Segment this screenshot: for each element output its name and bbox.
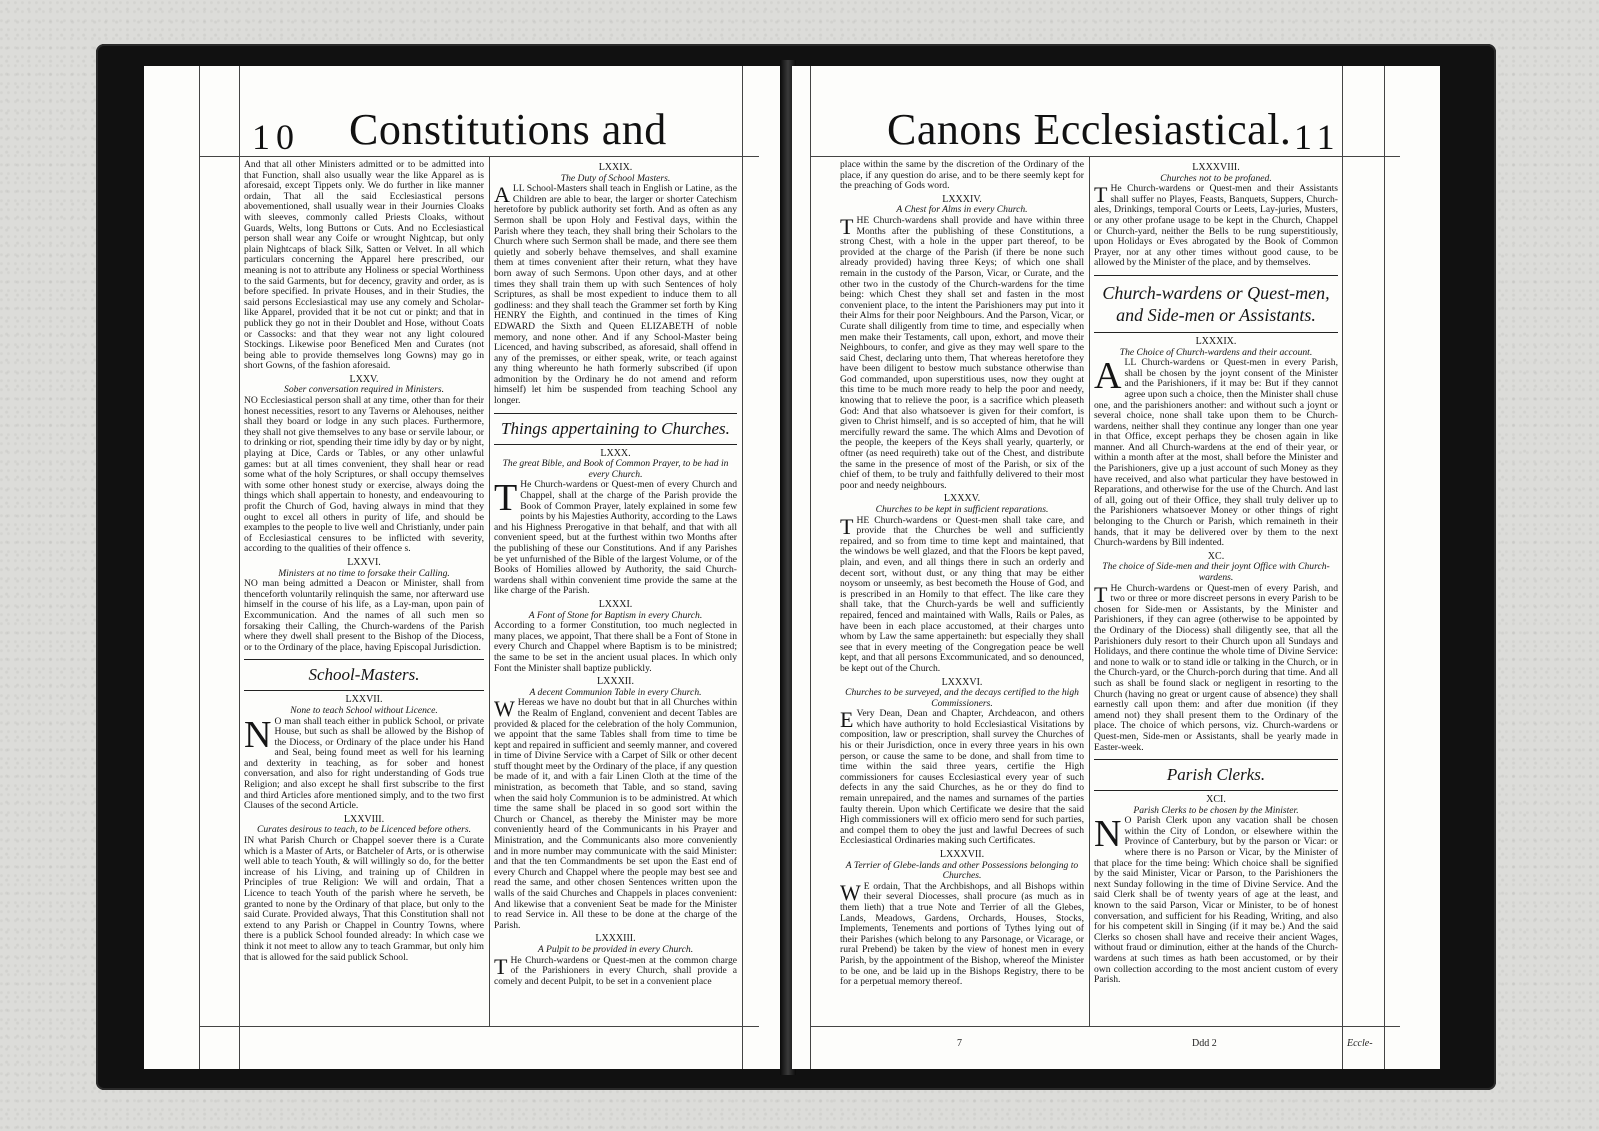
signature-mark: 7 <box>957 1038 962 1049</box>
canon-number: LXXVI. <box>347 556 381 568</box>
canon-text <box>1094 581 1338 754</box>
left-page <box>144 66 784 1069</box>
canon-number: LXXVIII. <box>343 813 385 825</box>
canon-title: The great Bible, and Book of Common Prayer, to be had in every Church. <box>502 458 729 480</box>
drop-capital: T <box>840 513 854 539</box>
drop-capital: W <box>494 696 515 722</box>
running-head: Canons Ecclesiastical. <box>887 105 1292 154</box>
column-divider <box>489 156 490 1026</box>
drop-capital: N <box>1094 813 1122 856</box>
canon-text-body: O Parish Clerk upon any vacation shall be chosen within the City of London, or elsewhere within the Province of Canterbury, but by the parson or Vicar: or where there is no Parson or Vicar, by the Minister of that place for the time being: Which choice shall be signified by the said Minister, Vicar or Parson, to the Parishioners the next Sunday following in the time of Divine Service. And the said Clerk shall be of twenty years of age at the least, and known to the said Parson, Vicar or Minister, to be of honest conversation, and sufficient for his Reading, Writing, and also for his competent skill in Singing (if it may be.) And the said Clerks so chosen shall have and receive their ancient Wages, without fraud or diminution, either at the hands of the Church-wardens at such times as hath been accustomed, or by their own collection according to the most ancient custom of every Parish. <box>1094 815 1338 986</box>
page-number: 10 <box>252 117 300 157</box>
canon-title: A decent Communion Table in every Church. <box>529 686 702 698</box>
paragraph: And that all other Ministers admitted or to be admitted into that Function, shall also usually wear the like Apparel as is aforesaid, except Tippets only. We do further in like manner ordain, That all the said Ecclesiastical persons abovementioned, shall usually wear in their Journies Cloaks with sleeves, commonly called Priests Cloaks, without Guards, Welts, long Buttons or Cuts. And no Ecclesiastical person shall wear any Coife or wrought Nightcap, but only plain Nightcaps of black Silk, Satten or Velvet. In all which particulars concerning the Apparel here prescribed, our meaning is not to attribute any Holiness or special Worthiness to the said Garments, but for decency, gravity and order, as is before specified. In private Houses, and in their Studies, the said persons Ecclesiastical may use any comely and Scholar-like Apparel, provided that it be not cut or pinkt; and that in publick they go not in their Doublet and Hose, without Coats or Cassocks: and that they wear not any light coloured Stockings. Likewise poor Beneficed Men and Curates (not being able to provide themselves long Gowns) may go in short Gowns, of the fashion aforesaid. <box>244 160 484 372</box>
canon-text <box>494 477 737 597</box>
signature: Ddd 2 <box>1192 1038 1217 1049</box>
canon-number: LXXXII. <box>597 676 634 688</box>
drop-capital: A <box>1094 355 1122 398</box>
drop-capital: T <box>840 213 854 239</box>
canon-text-body: He Church-wardens or Quest-men of every Parish, and two or three or more discreet persons in every Parish to be chosen for Side-men or Assistants, by the Minister and Parishioners, if they can agree (otherwise to be appointed by the Ordinary of the Diocess) shall diligently see, that all the Parishioners duly resort to their Church upon all Sundays and Holidays, and there continue the whole time of Divine Service: and none to walk or to stand idle or talking in the Church, or in the Church-yard, or the Church-porch during that time. And all such as shall be found slack or negligent in resorting to the Church (having no great or urgent cause of absence) they shall earnestly call upon them: and after due monition (if they amend not) they shall present them to the Ordinary of the place. The choice of which persons, viz. Church-wardens or Quest-men, Side-men or Assistants, shall be yearly made in Easter-week. <box>1094 582 1338 753</box>
right-page <box>792 66 1440 1069</box>
page-number: 11 <box>1294 117 1341 157</box>
canon-text-body: O man shall teach either in publick School, or private House, but such as shall be allowed by the Bishop of the Diocess, or Ordinary of the place under his Hand and Seal, being found meet as well for his learning and dexterity in teaching, as for sober and honest conversation, and also for right understanding of Gods true Religion; and also except he shall first subscribe to the first and third Articles afore mentioned simply, and to the two first Clauses of the second Article. <box>244 715 484 812</box>
drop-capital: T <box>1094 581 1108 607</box>
right-column-1 <box>840 160 1084 1020</box>
canon-number: LXXXI. <box>598 598 633 610</box>
section-heading: Church-wardens or Quest-men, and Side-men or Assistants. <box>1094 275 1338 333</box>
canon-number: LXXIX. <box>598 162 633 173</box>
canon-number: LXXXIII. <box>595 933 636 945</box>
canon-text-body: E ordain, That the Archbishops, and all Bishops within their several Diocesses, shall procure (as much as in them lieth) that a true Note and Terrier of all the Glebes, Lands, Meadows, Gardens, Orchards, Houses, Stocks, Implements, Tenements and portions of Tythes lying out of their Parishes (which belong to any Parsonage, or Vicarage, or rural Prebend) be taken by the view of honest men in every Parish, by the appointment of the Bishop, whereof the Minister to be one, and be laid up in the Bishops Registry, there to be for a perpetual memory thereof. <box>840 880 1084 988</box>
canon-text <box>1094 813 1338 986</box>
right-column-2 <box>1094 160 1338 1020</box>
canon-text-body: Very Dean, Dean and Chapter, Archdeacon, and others which have authority to hold Ecclesiastical Visitations by composition, law or prescription, shall survey the Churches of his or their Jurisdiction, once in every three years in his own person, or cause the same to be done, and shall from time to time within the said three years, certifie the High commissioners for causes Ecclesiastical every year of such defects in any the said Churches, as he or they do find to remain unrepaired, and the names and surnames of the parties faulty therein. Upon which Certificate we desire that the said High commissioners will ex officio mero send for such parties, and compel them to obey the just and lawful Decrees of such Ecclesiastical Ordinaries making such Certificates. <box>840 708 1084 847</box>
canon-text <box>1094 184 1338 269</box>
canon-title: Sober conversation required in Ministers. <box>284 384 444 396</box>
canon-text-body: He Church-wardens or Quest-men and their Assistants shall suffer no Playes, Feasts, Banquets, Suppers, Church-ales, Drinkings, temporal Courts or Leets, Lay-juries, Musters, or any other profane usage to be kept in the Church, Chappel or Church-yard, neither the Bells to be rung superstitiously, upon Holidays or Eves abrogated by the Book of Common Prayer, nor at any other times without good cause, to be allowed by the Minister of the place, and by themselves. <box>1094 183 1338 269</box>
canon-text <box>494 184 737 406</box>
canon-text-body: HE Church-wardens or Quest-men shall take care, and provide that the Churches be well and sufficiently repaired, and so from time to time kept and maintained, that the windows be well glazed, and that the Floors be kept paved, plain, and even, and all things there in such an orderly and decent sort, without dust, or any thing that may be either noysom or unseemly, as best becometh the House of God, and is prescribed in an Homily to that effect. The like care they shall take, that the Church-yards be well and sufficiently repaired, fenced and maintained with Walls, Rails or Pales, as have been in each place accustomed, at their charges unto whom by Law the same appertaineth: but especially they shall see that in every meeting of the Congregation peace be well kept, and that all persons Excommunicated, and so denounced, be kept out of the Church. <box>840 514 1084 674</box>
running-head: Constitutions and <box>349 105 667 154</box>
canon-number: LXXXVII. <box>939 849 985 860</box>
canon-title: A Chest for Alms in every Church. <box>896 204 1028 216</box>
canon-number: LXXXIX. <box>1195 335 1237 347</box>
margin-rule-inner <box>1342 66 1343 1069</box>
paragraph: place within the same by the discretion of the Ordinary of the place, if any question do arise, and to be there seemly kept for the preaching of Gods word. <box>840 160 1084 192</box>
canon-text-body: LL School-Masters shall teach in English or Latine, as the Children are able to bear, the larger or shorter Catechism heretofore by publick authority set forth. And as often as any Sermon shall be upon Holy and Festival days, within the Parish where they teach, they shall bring their Scholars to the Church where such Sermon shall be made, and there see them quietly and soberly behave themselves, and shall examine them at times convenient after their return, what they have born away of such Sermons. Upon other days, and at other times they shall train them up with such Sentences of holy Scriptures, as shall be most expedient to induce them to all godliness: and they shall teach the Grammer set forth by King HENRY the Eighth, and continued in the times of King EDWARD the Sixth and Queen ELIZABETH of noble memory, and none other. And if any School-Master being Licenced, and having subscribed, as aforesaid, shall offend in any of the premisses, or either speak, write, or teach against any thing whereunto he hath formerly subscribed (if upon admonition by the Ordinary he do not amend and reform himself) let him be suspended from teaching School any longer. <box>494 183 737 407</box>
canon-number: LXXXVIII. <box>1192 162 1240 173</box>
footer-rule <box>199 1026 759 1027</box>
drop-capital: A <box>494 182 510 208</box>
catchword: Eccle- <box>1347 1038 1373 1049</box>
canon-text <box>494 953 737 988</box>
canon-text: According to a former Constitution, too much neglected in many places, we appoint, That there shall be a Font of Stone in every Church and Chappel where Baptism is to be ministred; the same to be set in the ancient usual places. In which only Font the Minister shall baptize publickly. <box>494 620 737 674</box>
canon-number: LXXXIV. <box>942 193 982 205</box>
margin-rule-left <box>810 66 811 1069</box>
left-column-2 <box>494 160 737 1020</box>
canon-text <box>494 698 737 931</box>
canon-text: NO Ecclesiastical person shall at any time, other than for their honest necessities, resort to any Taverns or Alehouses, neither shall they board or lodge in any such places. Furthermore, they shall not give themselves to any base or servile labour, or to drinking or riot, spending their time idly by day or by night, playing at Dice, Cards or Tables, or any other unlawful games: but at all times convenient, they shall hear or read some what of the holy Scriptures, or shall occupy themselves with some other honest study or exercise, always doing the things which shall appertain to honesty, and endeavouring to profit the Church of God, having always in mind that they ought to excel all others in purity of life, and should be examples to the people to live well and Christianly, under pain of Ecclesiastical censures to be inflicted with severity, according to the qualities of their offence s. <box>244 395 484 555</box>
drop-capital: T <box>494 477 518 520</box>
drop-capital: W <box>840 879 861 905</box>
canon-text <box>840 213 1084 491</box>
canon-text-body: He Church-wardens or Quest-men at the common charge of the Parishioners in every Church, shall provide a comely and decent Pulpit, to be set in a convenient place <box>494 954 737 987</box>
section-heading: Parish Clerks. <box>1094 759 1338 791</box>
canon-number: LXXV. <box>349 373 379 385</box>
canon-text <box>840 709 1084 847</box>
canon-text: IN what Parish Church or Chappel soever there is a Curate which is a Master of Arts, or Batcheler of Arts, or is otherwise well able to teach Youth, & will willingly so do, for the better increase of his Living, and training up of Children in Principles of true Religion: We will and ordain, That a Licence to teach Youth of the parish where he serveth, be granted to none by the Ordinary of that place, but only to the said Curate. Provided always, That this Constitution shall not extend to any Parish or Chappel in Country Towns, where there is a publick School founded already: In which case we think it not meet to allow any to teach Grammar, but only him that is allowed for the said publick School. <box>244 835 484 963</box>
canon-title: Churches to be kept in sufficient reparations. <box>875 504 1049 515</box>
canon-title: A Terrier of Glebe-lands and other Possessions belonging to Churches. <box>845 859 1079 882</box>
margin-rule-right <box>742 66 743 1069</box>
canon-text: NO man being admitted a Deacon or Minister, shall from thenceforth voluntarily relinquish the same, nor afterward use himself in the course of his life, as a Lay-man, upon pain of Excommunication. And the names of all such men so forsaking their Calling, the Church-wardens of the Parish where they dwell shall present to the Bishop of the Diocess, or to the Ordinary of the place, having Episcopal Jurisdiction. <box>244 578 484 653</box>
footer-rule <box>810 1026 1400 1027</box>
canon-title: The Choice of Church-wardens and their account. <box>1119 346 1313 358</box>
left-column-1 <box>244 160 484 1020</box>
drop-capital: N <box>244 713 272 756</box>
canon-title: None to teach School without Licence. <box>290 704 438 716</box>
canon-title: Ministers at no time to forsake their Calling. <box>278 567 450 579</box>
canon-title: A Pulpit to be provided in every Church. <box>537 943 694 955</box>
drop-capital: E <box>840 707 854 733</box>
canon-text-body: LL Church-wardens or Quest-men in every Parish, shall be chosen by the joynt consent of the Minister and the Parishioners, if it may be: But if they cannot agree upon such a choice, then the Minister shall chuse one, and the parishioners another: and without such a joynt or several choice, none shall take upon them to be Church-wardens, neither shall they continue any longer than one year in that Office, except perhaps they be chosen again in like manner. And all Church-wardens at the end of their year, or within a month after at the most, shall before the Minister and the Parishioners, give up a just account of such Money as they have received, and also what particular they have bestowed in Reparations, and otherwise for the use of the Church. And last of all, going out of their Office, they shall truly deliver up to the Parishioners whatsoever Money or other things of right belonging to the Church or Parish, which remaineth in their hands, that it may be delivered over by them to the next Church-wardens by Bill indented. <box>1094 357 1338 549</box>
canon-title: Parish Clerks to be chosen by the Minister. <box>1133 804 1299 816</box>
canon-title: Churches not to be profaned. <box>1160 172 1272 184</box>
canon-number: XCI. <box>1206 794 1226 806</box>
canon-text-body: HE Church-wardens shall provide and have within three Months after the publishing of these Constitutions, a strong Chest, with a hole in the upper part thereof, to be provided at the charge of the Parish (if there be none such already provided) having three Keys; of which one shall remain in the custody of the Parson, Vicar, or Curate, and the other two in the custody of the Church-wardens for the time being: which Chest they shall set and fasten in the most convenient place, to the intent the Parishioners may put into it their Alms for their poor Neighbours. And the Parson, Vicar, or Curate shall diligently from time to time, and especially when men make their Testaments, call upon, exhort, and move their Neighbours, to confer, and give as they may well spare to the said Chest, declaring unto them, That whereas heretofore they have been diligent to bestow much substance otherwise than God commanded, upon superstitious uses, now they ought at this time to be much more ready to help the poor and needy, knowing that to relieve the poor, is a sacrifice which pleaseth God: And that also whatsoever is given for their comfort, is given to Christ himself, and is so accepted of him, that he will mercifully reward the same. The which Alms and Devotion of the people, the keepers of the Keys shall yearly, quarterly, or oftner (as need requireth) take out of the Chest, and distribute the same in the presence of most of the Parish, or six of the chief of them, to be truly and faithfully delivered to their most poor and needy neighbours. <box>840 214 1084 491</box>
canon-title: A Font of Stone for Baptism in every Church. <box>528 609 703 621</box>
canon-title: The choice of Side-men and their joynt Office with Church-wardens. <box>1102 561 1330 583</box>
canon-number: XC. <box>1207 550 1225 562</box>
drop-capital: T <box>494 953 508 979</box>
drop-capital: T <box>1094 182 1108 208</box>
section-heading: Things appertaining to Churches. <box>494 413 737 445</box>
canon-title: The Duty of School Masters. <box>560 172 671 184</box>
canon-title: Churches to be surveyed, and the decays certified to the high Commissioners. <box>845 687 1079 709</box>
section-heading: School-Masters. <box>244 659 484 691</box>
margin-rule-inner <box>239 66 240 1069</box>
canon-text-body: Hereas we have no doubt but that in all Churches within the Realm of England, convenient and decent Tables are provided & placed for the celebration of the holy Communion, we appoint that the same Tables shall from time to time be kept and repaired in sufficient and seemly manner, and covered in time of Divine Service with a Carpet of Silk or other decent stuff thought meet by the Ordinary of the place, if any question be made of it, and with a fair Linen Cloth at the time of the ministration, as becometh that Table, and so stand, saving when the said holy Communion is to be administred. At which time the same shall be placed in so good sort within the Church or Chancel, as thereby the Minister may be more conveniently heard of the Communicants in his Prayer and Ministration, and the Communicants also more conveniently and in more number may communicate with the said Minister: and that the ten Commandments be set upon the East end of every Church and Chappel where the people may best see and read the same, and other chosen Sentences written upon the walls of the said Churches and Chappels in places convenient: And likewise that a convenient Seat be made for the Minister to read Service in. All these to be done at the charge of the Parish. <box>494 697 737 931</box>
canon-text <box>1094 355 1338 549</box>
canon-number: LXXXV. <box>943 493 981 505</box>
canon-number: LXXX. <box>600 447 631 459</box>
column-divider <box>1089 156 1090 1026</box>
margin-rule-right <box>1384 66 1385 1069</box>
canon-text <box>840 879 1084 988</box>
canon-number: LXXXVI. <box>941 676 983 688</box>
canon-text <box>244 713 484 812</box>
canon-title: Curates desirous to teach, to be Licenced before others. <box>256 824 472 836</box>
margin-rule-left <box>199 66 200 1069</box>
canon-text <box>840 513 1084 675</box>
canon-text-body: He Church-wardens or Quest-men of every Church and Chappel, shall at the charge of the Parish provide the Book of Common Prayer, lately explained in some few points by his Majesties Authority, according to the Laws and his Highness Prerogative in that behalf, and that with all convenient speed, but at the furthest within two Months after the publishing of these our Constitutions. And if any Parishes be yet unfurnished of the Bible of the largest Volume, or of the Books of Homilies allowed by Authority, the said Church-wardens shall within convenient time provide the same at the like charge of the Parish. <box>494 479 737 597</box>
canon-number: LXXVII. <box>345 694 383 706</box>
